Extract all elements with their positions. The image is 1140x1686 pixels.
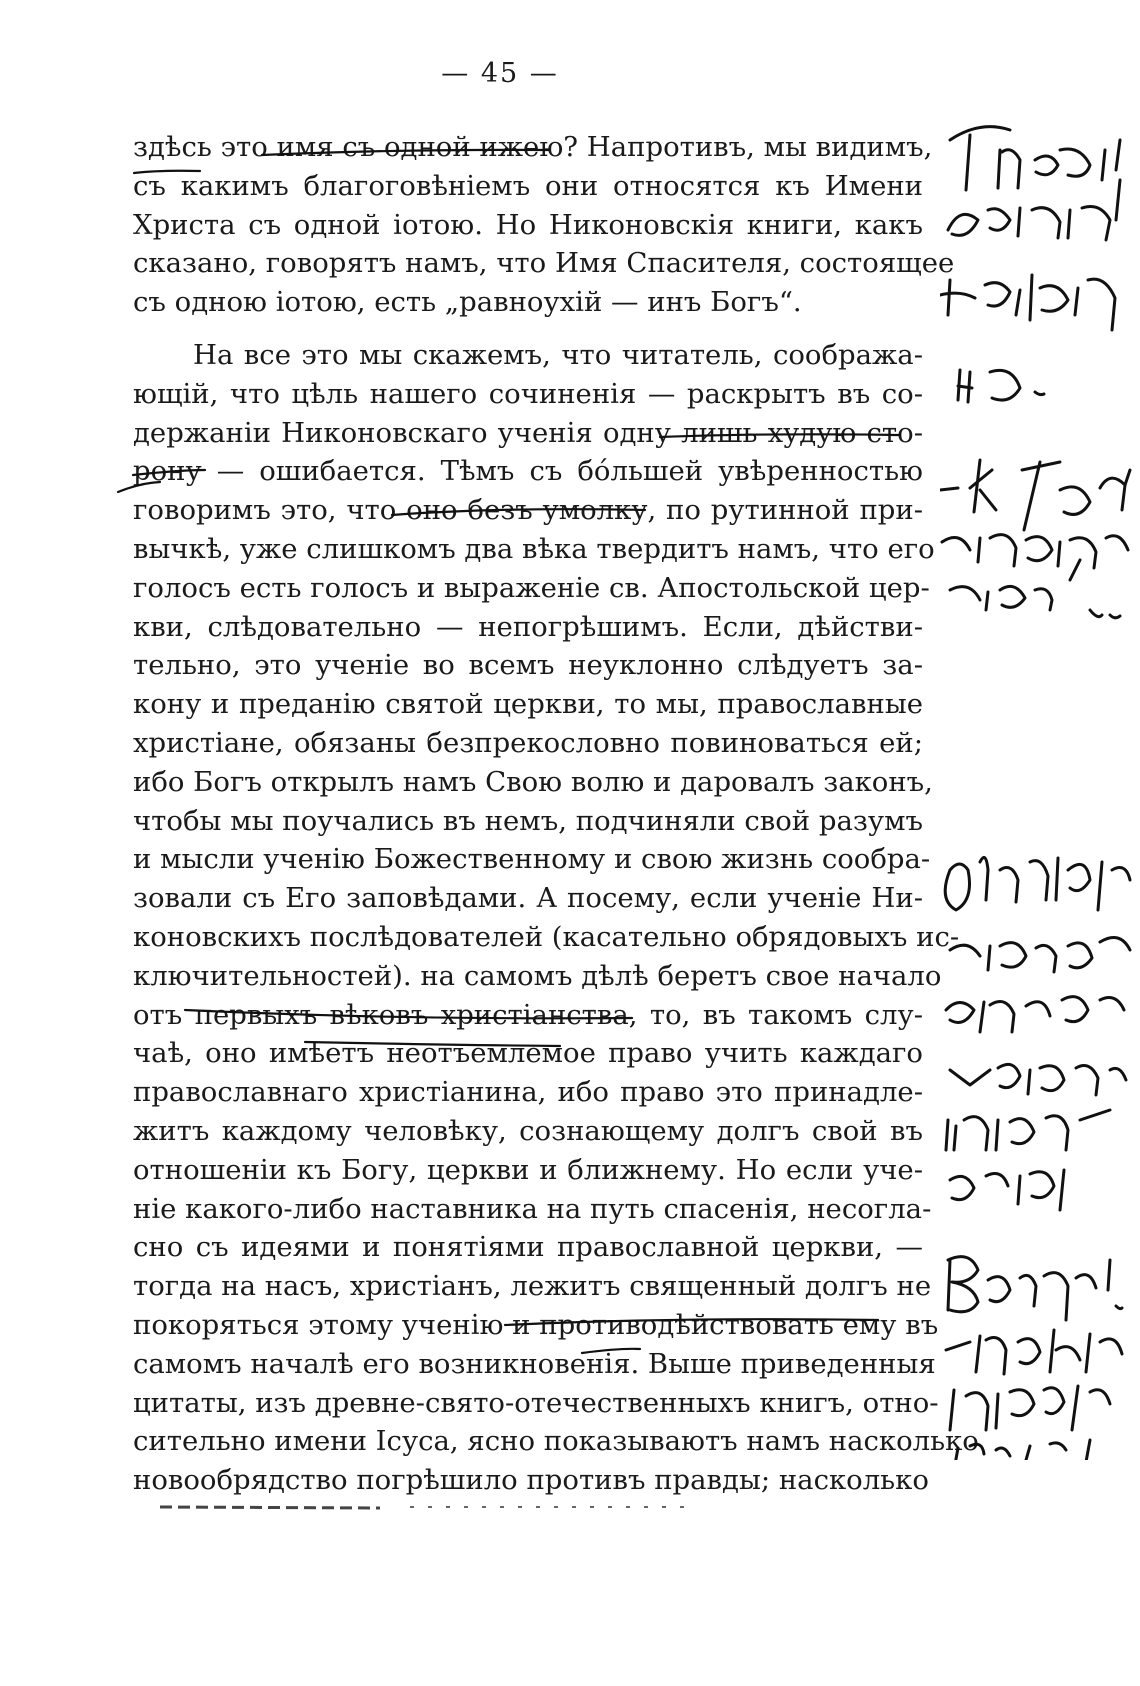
text-line: сказано, говорятъ намъ, что Имя Спасителя, состоящее [133, 247, 955, 280]
text-line: коновскихъ послѣдователей (касательно обрядовыхъ ис- [133, 920, 960, 953]
text-line: съ какимъ благоговѣніемъ они относятся къ Имени [133, 169, 923, 202]
text-line: говоримъ это, что оно безъ умолку, по рутинной при- [133, 494, 923, 527]
text-line: чтобы мы поучались въ немъ, подчиняли свой разумъ [133, 804, 923, 837]
text-line: голосъ есть голосъ и выраженіе св. Апостольской цер- [133, 571, 930, 604]
text-line: зовали съ Его заповѣдами. А посему, если ученіе Ни- [133, 882, 923, 915]
text-line: и мысли ученію Божественному и свою жизнь сообра- [133, 843, 931, 876]
text-line: тельно, это ученіе во всемъ неуклонно слѣдуетъ за- [133, 649, 923, 682]
text-line: самомъ началѣ его возникновенія. Выше приведенныя [133, 1347, 936, 1380]
text-line: кви, слѣдовательно — непогрѣшимъ. Если, дѣйстви- [133, 610, 923, 643]
text-line: ніе какого-либо наставника на путь спасенія, несогла- [133, 1192, 932, 1225]
text-line: отношеніи къ Богу, церкви и ближнему. Но если уче- [133, 1153, 923, 1186]
text-line: тогда на насъ, христіанъ, лежитъ священный долгъ не [133, 1270, 932, 1303]
text-line: рону — ошибается. Тѣмъ съ бóльшей увѣренностью [133, 455, 923, 488]
paragraph-gap [133, 322, 923, 336]
text-line: ибо Богъ открылъ намъ Свою волю и даровалъ законъ, [133, 765, 933, 798]
margin-note-1 [940, 127, 1120, 402]
text-line: покоряться этому ученію и противодѣйствовать ему въ [133, 1308, 939, 1341]
text-line: отъ первыхъ вѣковъ христіанства, то, въ такомъ слу- [133, 998, 923, 1031]
text-line: На все это мы скажемъ, что читатель, сообража- [193, 338, 923, 371]
margin-note-3 [945, 858, 1130, 1211]
text-line: съ одною іотою, есть „равноухій — инъ Богъ“. [133, 286, 802, 319]
text-line: сительно имени Ісуса, ясно показываютъ намъ насколько [133, 1425, 979, 1458]
text-line: кону и преданію святой церкви, то мы, православные [133, 688, 923, 721]
text-line: Христа съ одной іотою. Но Никоновскія книги, какъ [133, 208, 923, 241]
text-line: цитаты, изъ древне-свято-отечественныхъ книгъ, отно- [133, 1386, 939, 1419]
text-line: здѣсь это имя съ одной ижею? Напротивъ, мы видимъ, [133, 131, 933, 163]
text-line: житъ каждому человѣку, сознающему долгъ свой въ [133, 1114, 923, 1147]
text-line: ющій, что цѣль нашего сочиненія — раскрытъ въ со- [133, 377, 923, 410]
body-text [133, 128, 979, 1500]
text-line: держаніи Никоновскаго ученія одну лишь худую сто- [133, 416, 923, 449]
page-number: — 45 — [441, 58, 559, 89]
text-line: сно съ идеями и понятіями православной церкви, — [133, 1231, 923, 1264]
handwritten-marginalia [940, 110, 1135, 1460]
printing-smudge [150, 1502, 710, 1512]
text-line: новообрядство погрѣшило противъ правды; насколько [133, 1464, 929, 1497]
text-line: православнаго христіанина, ибо право это принадле- [133, 1076, 923, 1109]
text-line: вычкѣ, уже слишкомъ два вѣка твердитъ намъ, что его [133, 532, 935, 565]
text-line: чаѣ, оно имѣетъ неотъемлемое право учить каждаго [133, 1037, 923, 1070]
margin-note-2 [940, 460, 1130, 618]
text-line: ключительностей). на самомъ дѣлѣ беретъ свое начало [133, 959, 942, 992]
text-line: христіане, обязаны безпрекословно повиноваться ей; [133, 726, 923, 759]
